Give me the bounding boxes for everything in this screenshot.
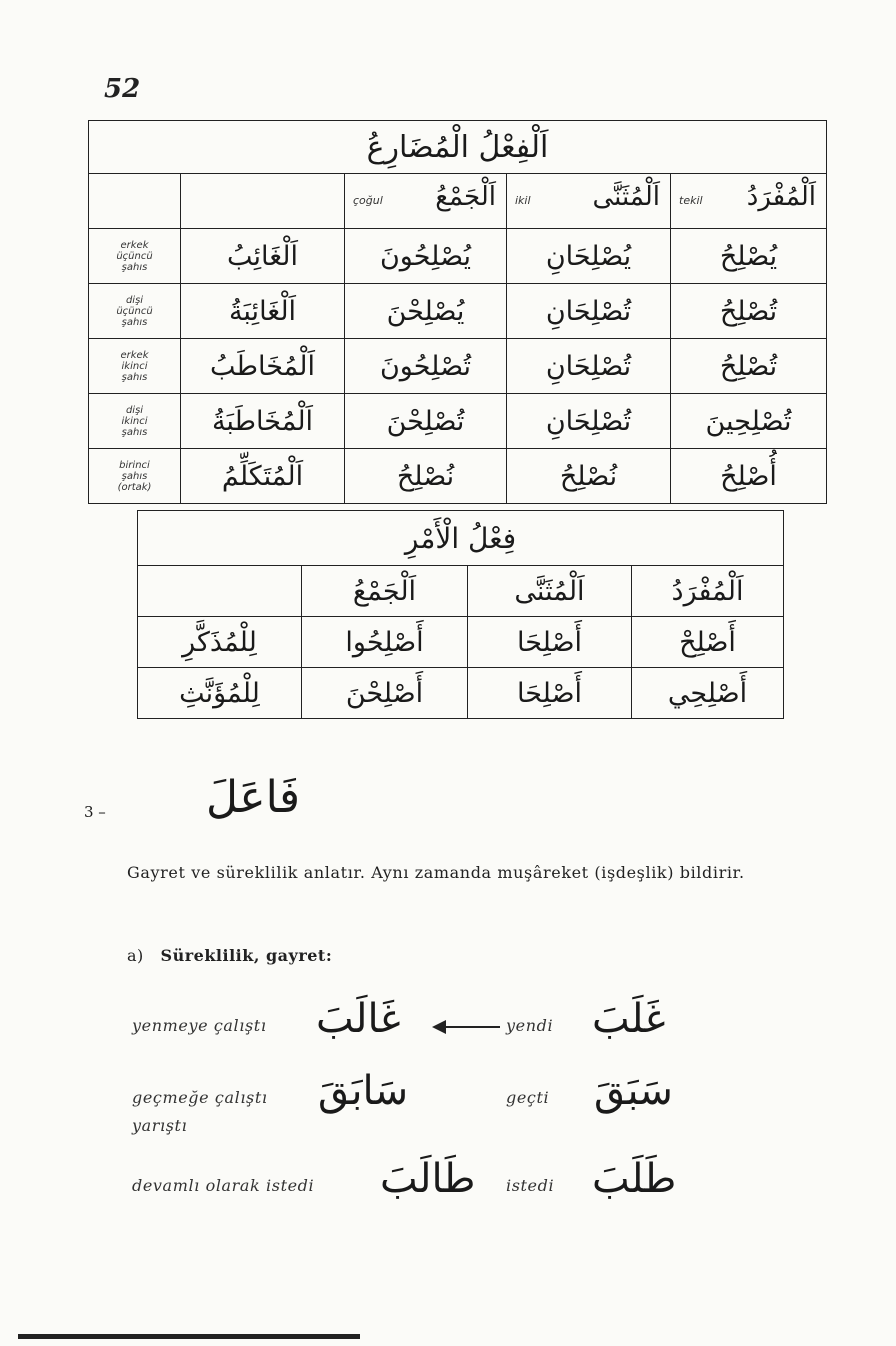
- plural-cell: تُصْلِحُونَ: [345, 339, 507, 394]
- page-number: 52: [104, 74, 141, 104]
- header-cell-dual: [507, 174, 671, 229]
- dual-cell: يُصْلِحَانِ: [507, 229, 671, 284]
- header-plural-tr: çoğul: [353, 194, 383, 207]
- example-3-right-ar: طَلَبَ: [592, 1156, 677, 1202]
- example-3-right-tr: istedi: [506, 1176, 555, 1195]
- dual-cell: نُصْلِحُ: [507, 449, 671, 504]
- person-cell: لِلْمُؤَنَّثِ: [138, 668, 302, 719]
- example-3-left-ar: طَالَبَ: [380, 1156, 476, 1202]
- example-3-left-tr: devamlı olarak istedi: [132, 1176, 315, 1195]
- plural-cell: تُصْلِحْنَ: [345, 394, 507, 449]
- subheading-prefix: a): [127, 946, 144, 965]
- present-tense-title: اَلْفِعْلُ الْمُضَارِعُ: [89, 121, 827, 174]
- header-plural-ar: اَلْجَمْعُ: [435, 182, 496, 212]
- section-number: 3 –: [84, 803, 106, 821]
- section-paragraph: Gayret ve süreklilik anlatır. Aynı zamanda muşâreket (işdeşlik) bildirir.: [127, 863, 745, 882]
- bottom-rule: [18, 1334, 360, 1339]
- dual-cell: تُصْلِحَانِ: [507, 339, 671, 394]
- header-cell-dual: اَلْمُثَنَّى: [468, 566, 632, 617]
- plural-cell: يُصْلِحُونَ: [345, 229, 507, 284]
- singular-cell: أَصْلِحِي: [632, 668, 784, 719]
- imperative-table: [137, 510, 784, 719]
- example-1-right-ar: غَلَبَ: [592, 996, 666, 1042]
- example-2-left-ar: سَابَقَ: [318, 1068, 409, 1114]
- singular-cell: أُصْلِحُ: [671, 449, 827, 504]
- header-dual-ar: اَلْمُثَنَّى: [592, 182, 660, 212]
- header-cell-plural: [345, 174, 507, 229]
- header-cell-plural: اَلْجَمْعُ: [302, 566, 468, 617]
- table-row: [89, 229, 827, 284]
- header-cell-empty-2: [181, 174, 345, 229]
- header-singular-tr: tekil: [679, 194, 703, 207]
- dual-cell: أَصْلِحَا: [468, 617, 632, 668]
- header-cell-empty-1: [89, 174, 181, 229]
- row-label: dişi ikinci şahıs: [89, 394, 181, 449]
- imperative-title: فِعْلُ الْأَمْرِ: [138, 511, 784, 566]
- plural-cell: نُصْلِحُ: [345, 449, 507, 504]
- subheading-text: Süreklilik, gayret:: [160, 946, 333, 965]
- header-cell-empty: [138, 566, 302, 617]
- person-cell: اَلْغَائِبَةُ: [181, 284, 345, 339]
- header-cell-singular: [671, 174, 827, 229]
- dual-cell: تُصْلِحَانِ: [507, 394, 671, 449]
- header-cell-singular: اَلْمُفْرَدُ: [632, 566, 784, 617]
- subheading: [127, 946, 332, 965]
- table-header-row: [138, 566, 784, 617]
- singular-cell: تُصْلِحِينَ: [671, 394, 827, 449]
- table-row: [89, 394, 827, 449]
- example-2-left-tr2: yarıştı: [132, 1116, 188, 1135]
- person-cell: اَلْغَائِبُ: [181, 229, 345, 284]
- example-1-left-tr: yenmeye çalıştı: [132, 1016, 267, 1035]
- present-tense-table: [88, 120, 827, 504]
- section-word: فَاعَلَ: [206, 772, 301, 823]
- row-label: erkek ikinci şahıs: [89, 339, 181, 394]
- arrow-line: [436, 1026, 500, 1028]
- dual-cell: أَصْلِحَا: [468, 668, 632, 719]
- singular-cell: تُصْلِحُ: [671, 339, 827, 394]
- table-row: [138, 668, 784, 719]
- example-2-right-tr: geçti: [506, 1088, 550, 1107]
- person-cell: لِلْمُذَكَّرِ: [138, 617, 302, 668]
- person-cell: اَلْمُتَكَلِّمُ: [181, 449, 345, 504]
- example-1-right-tr: yendi: [506, 1016, 554, 1035]
- plural-cell: أَصْلِحُوا: [302, 617, 468, 668]
- row-label: birinci şahıs (ortak): [89, 449, 181, 504]
- example-1-left-ar: غَالَبَ: [316, 996, 401, 1042]
- header-dual-tr: ikil: [515, 194, 531, 207]
- row-label: dişi üçüncü şahıs: [89, 284, 181, 339]
- example-2-left-tr: geçmeğe çalıştı: [132, 1088, 268, 1107]
- header-singular-ar: اَلْمُفْرَدُ: [746, 182, 817, 212]
- singular-cell: يُصْلِحُ: [671, 229, 827, 284]
- singular-cell: تُصْلِحُ: [671, 284, 827, 339]
- table-row: [89, 339, 827, 394]
- dual-cell: تُصْلِحَانِ: [507, 284, 671, 339]
- table-row: [89, 284, 827, 339]
- example-2-right-ar: سَبَقَ: [594, 1068, 673, 1114]
- table-row: [89, 449, 827, 504]
- plural-cell: يُصْلِحْنَ: [345, 284, 507, 339]
- person-cell: اَلْمُخَاطَبُ: [181, 339, 345, 394]
- table-header-row: [89, 174, 827, 229]
- plural-cell: أَصْلِحْنَ: [302, 668, 468, 719]
- row-label: erkek üçüncü şahıs: [89, 229, 181, 284]
- table-row: [138, 617, 784, 668]
- singular-cell: أَصْلِحْ: [632, 617, 784, 668]
- person-cell: اَلْمُخَاطَبَةُ: [181, 394, 345, 449]
